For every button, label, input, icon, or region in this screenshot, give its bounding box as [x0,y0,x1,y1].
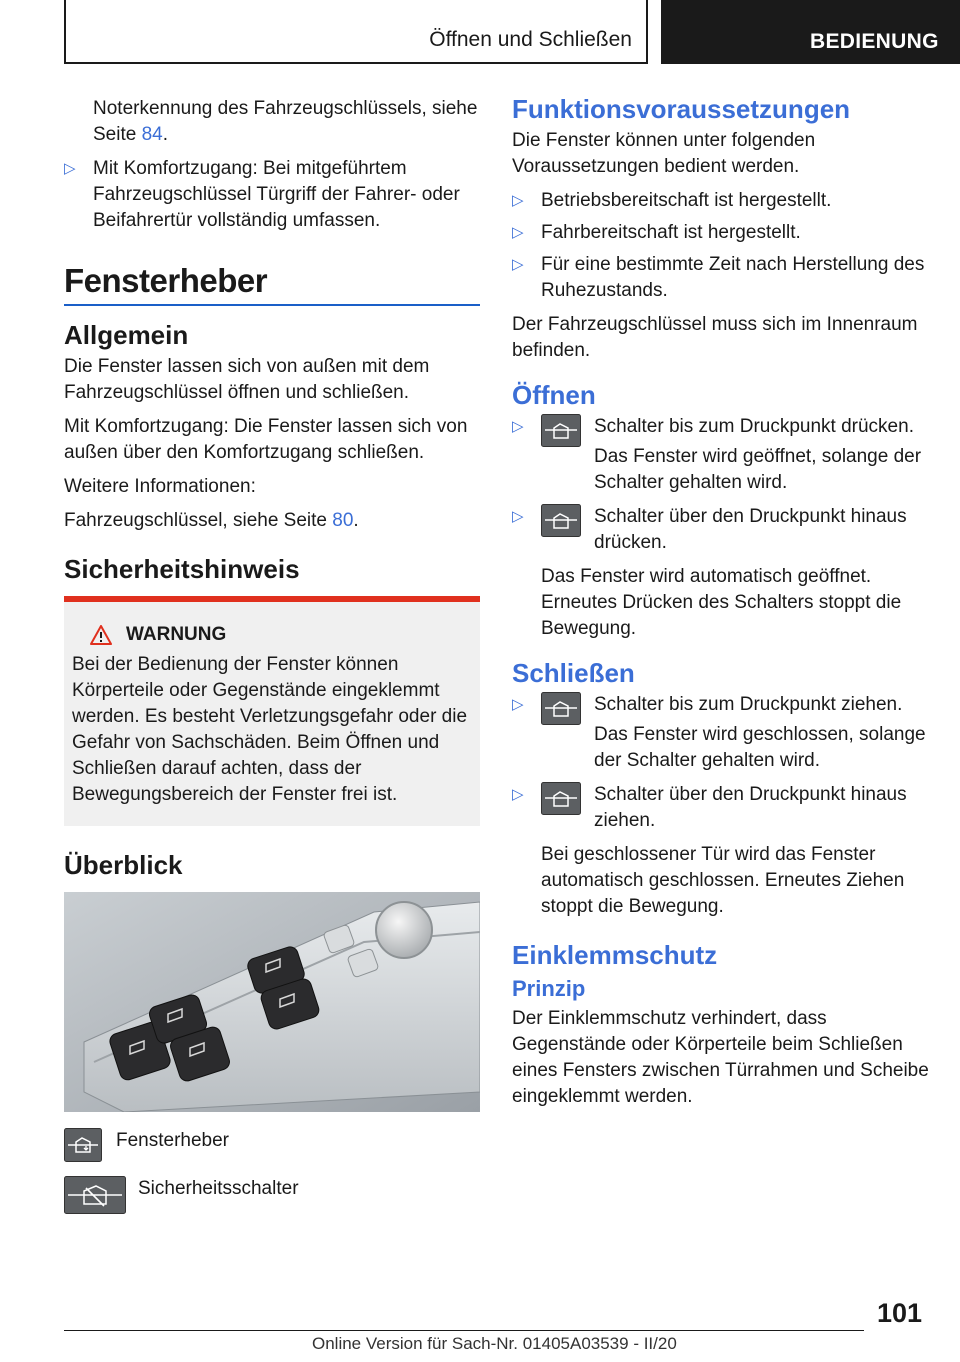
warning-title [72,622,472,648]
allgemein-paragraph-3: Weitere Informationen: [64,476,256,497]
allgemein-paragraph-4 [64,508,480,534]
footer-online-version: Online Version für Sach-Nr. 01405A03539 - II/20 [312,1334,677,1353]
section-title-oeffnen: Öffnen [512,380,596,410]
window-switch-panel-image [64,892,480,1112]
section-title-ueberblick: Überblick [64,850,183,880]
warning-box [64,602,480,826]
continued-text [64,96,480,148]
header-section-title: Öffnen und Schließen [429,28,632,51]
section-title-funktionsvoraussetzungen: Funktionsvoraussetzungen [512,94,851,124]
triangle-bullet-icon: ▷ [64,160,76,177]
warning-text: Bei der Bedienung der Fenster können Körperteile oder Gegenstände eingeklemmt werden. Es besteht Verletzungsgefahr oder die Gefahr von Sachschäden. Beim Öffnen und Schließen darauf achten, dass der Bewegungsbereich der Fenster frei ist. [72,654,468,805]
continued-text-body: Noterkennung des Fahrzeugschlüssels, siehe Seite [93,98,478,145]
schliessen-step-2 [512,782,932,920]
page-link-80[interactable]: 80 [332,510,354,531]
legend-row-fensterheber [64,1128,480,1162]
warning-label: WARNUNG [126,624,227,645]
safety-switch-icon [64,1176,126,1214]
warning-icon [90,625,112,645]
list-item-text: Betriebsbereitschaft ist hergestellt. [541,190,832,211]
komfort-list [64,156,480,234]
triangle-bullet-icon: ▷ [512,418,524,435]
window-switch-icon [541,782,581,815]
legend-label-fensterheber: Fensterheber [116,1130,230,1151]
allgemein-paragraph-4-text: Fahrzeugschlüssel, siehe Seite [64,510,333,531]
continued-text-end: . [162,124,169,145]
triangle-bullet-icon: ▷ [512,192,524,209]
oeffnen-step-2 [512,504,932,642]
window-switch-icon [541,414,581,447]
list-item [512,220,932,246]
section-title-schliessen: Schließen [512,658,635,688]
left-column [64,96,480,1228]
oeffnen-step-1 [512,414,932,496]
section-title-sicherheitshinweis: Sicherheitshinweis [64,554,300,584]
schliessen-step-1-text: Schalter bis zum Druckpunkt ziehen. [594,694,903,715]
legend-label-sicherheitsschalter: Sicherheitsschalter [138,1178,299,1199]
funktion-intro: Die Fenster können unter folgenden Voraussetzungen bedient werden. [512,130,816,177]
list-item [512,252,932,304]
schliessen-step-1-detail: Das Fenster wird geschlossen, solange der Schalter gehalten wird. [594,724,926,771]
chapter-divider [64,304,480,306]
triangle-bullet-icon: ▷ [512,256,524,273]
window-switch-icon [541,692,581,725]
triangle-bullet-icon: ▷ [512,508,524,525]
subsection-title-prinzip: Prinzip [512,976,586,1001]
list-item-text: Mit Komfortzugang: Bei mitgeführtem Fahrzeugschlüssel Türgriff der Fahrer- oder Beifahrertür vollständig umfassen. [93,158,460,231]
list-item-text: Fahrbereitschaft ist hergestellt. [541,222,801,243]
triangle-bullet-icon: ▷ [512,696,524,713]
triangle-bullet-icon: ▷ [512,786,524,803]
header-tab-bedienung[interactable]: BEDIENUNG [661,0,960,64]
funktion-note: Der Fahrzeugschlüssel muss sich im Innenraum befinden. [512,314,918,361]
oeffnen-step-1-detail: Das Fenster wird geöffnet, solange der Schalter gehalten wird. [594,446,922,493]
list-item [512,188,932,214]
oeffnen-step-1-text: Schalter bis zum Druckpunkt drücken. [594,416,914,437]
schliessen-step-2-detail: Bei geschlossener Tür wird das Fenster automatisch geschlossen. Erneutes Ziehen stoppt die Bewegung. [541,844,905,917]
legend-row-sicherheitsschalter [64,1176,480,1214]
schliessen-step-2-text: Schalter über den Druckpunkt hinaus ziehen. [594,784,907,831]
allgemein-paragraph-1: Die Fenster lassen sich von außen mit dem Fahrzeugschlüssel öffnen und schließen. [64,356,430,403]
prinzip-text: Der Einklemmschutz verhindert, dass Gegenstände oder Körperteile beim Schließen eines Fensters zwischen Türrahmen und Scheibe eingeklemmt werden. [512,1008,929,1107]
section-title-allgemein: Allgemein [64,320,189,350]
list-item-text: Für eine bestimmte Zeit nach Herstellung des Ruhezustands. [541,254,925,301]
right-column [512,96,932,1118]
schliessen-step-1 [512,692,932,774]
funktion-list [512,188,932,304]
triangle-bullet-icon: ▷ [512,224,524,241]
page-link-84[interactable]: 84 [141,124,163,145]
allgemein-paragraph-4-end: . [353,510,359,531]
window-switch-icon [541,504,581,537]
oeffnen-step-2-detail: Das Fenster wird automatisch geöffnet. Erneutes Drücken des Schalters stoppt die Bewegung. [541,566,902,639]
window-switch-icon [64,1128,102,1162]
page-number: 101 [876,1298,922,1328]
header-section-box [64,0,648,64]
list-item [64,156,480,234]
chapter-title: Fensterheber [64,262,268,299]
section-title-einklemmschutz: Einklemmschutz [512,940,718,970]
oeffnen-step-2-text: Schalter über den Druckpunkt hinaus drücken. [594,506,907,553]
allgemein-paragraph-2: Mit Komfortzugang: Die Fenster lassen sich von außen über den Komfortzugang schließen. [64,416,468,463]
footer-divider [64,1330,864,1331]
